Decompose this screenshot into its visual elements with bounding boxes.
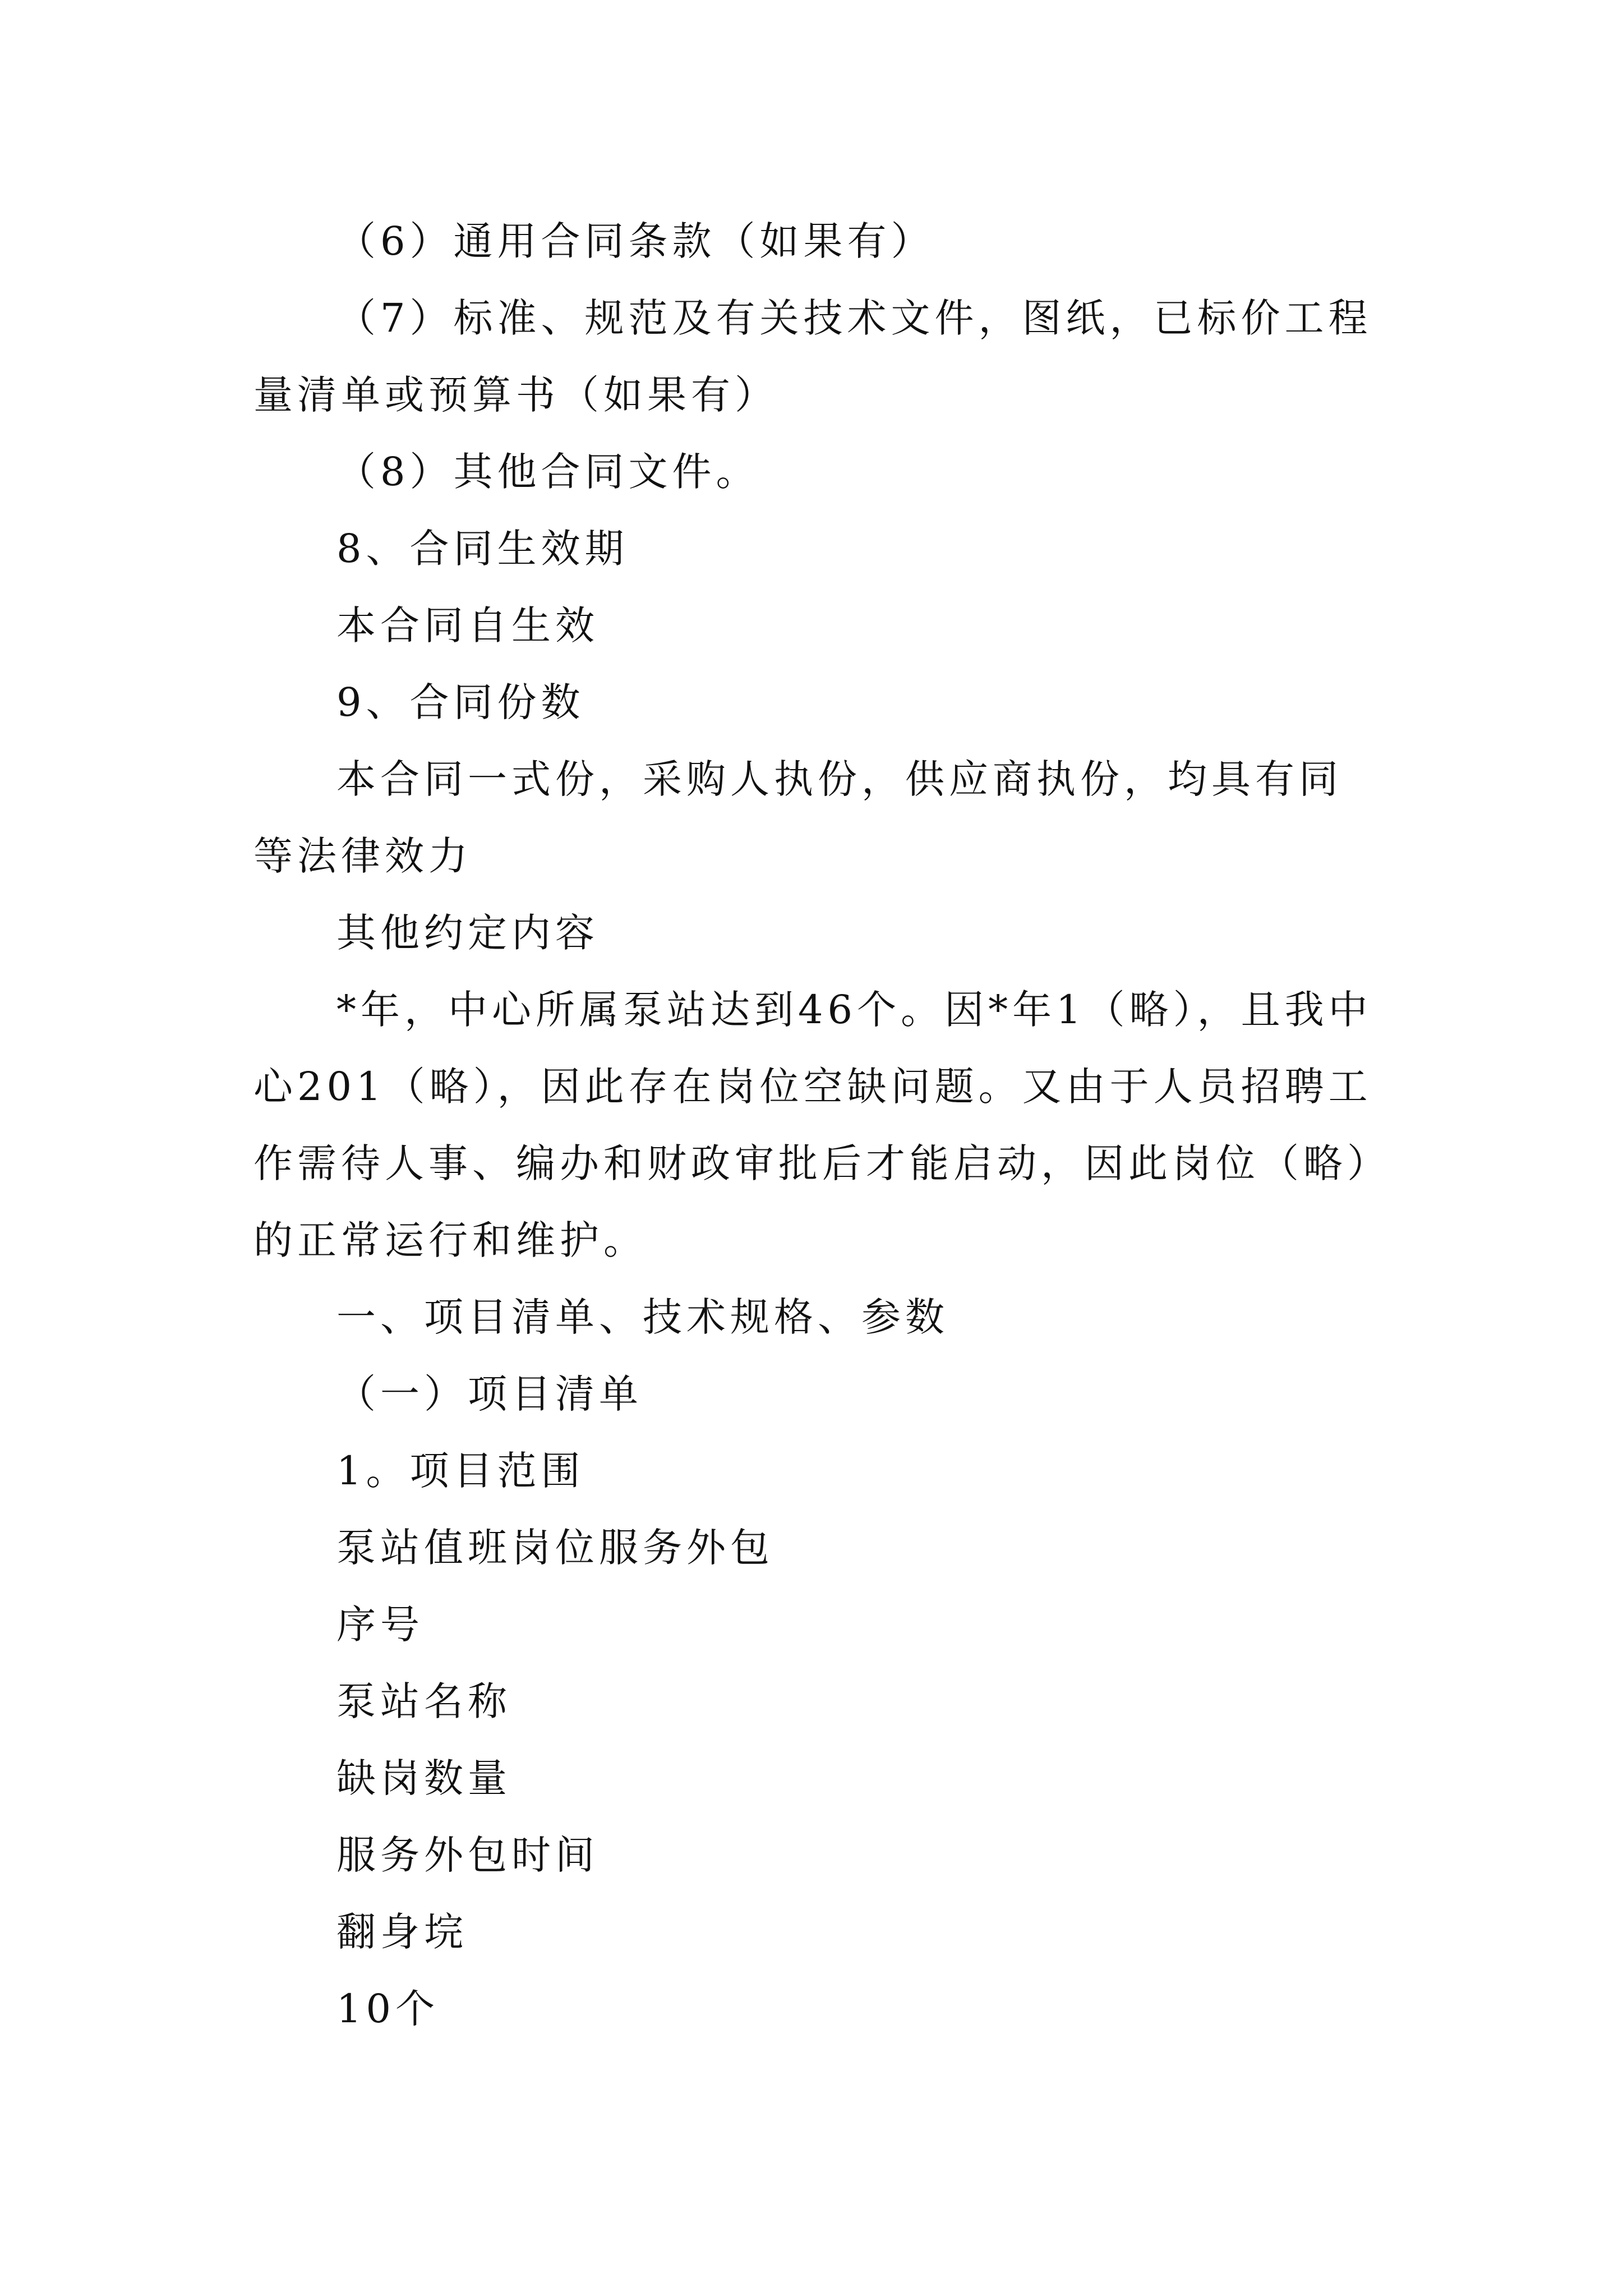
heading-project-list: （一）项目清单 — [336, 1371, 643, 1417]
table-header-station-name: 泵站名称 — [336, 1678, 511, 1724]
table-header-vacancy-count: 缺岗数量 — [336, 1755, 511, 1801]
heading-copies: 9、合同份数 — [336, 679, 585, 725]
paragraph-copies-detail: 本合同一式份，采购人执份，供应商执份，均具有同等法律效力 — [253, 756, 1343, 879]
paragraph-effective-from: 本合同自生效 — [336, 602, 599, 648]
table-cell-count: 10个 — [336, 1986, 440, 2032]
document-body — [253, 203, 1381, 2047]
table-header-service-time: 服务外包时间 — [336, 1832, 599, 1878]
paragraph-service-outsourcing: 泵站值班岗位服务外包 — [336, 1525, 774, 1571]
paragraph-standards-specs: （7）标准、规范及有关技术文件，图纸，已标价工程量清单或预算书（如果有） — [253, 295, 1372, 418]
table-header-index: 序号 — [336, 1602, 424, 1648]
table-cell-station: 翻身垸 — [336, 1909, 468, 1955]
heading-project-list-specs: 一、项目清单、技术规格、参数 — [336, 1294, 949, 1340]
heading-effective-period: 8、合同生效期 — [336, 526, 629, 572]
paragraph-other-documents: （8）其他合同文件。 — [336, 449, 760, 495]
heading-project-scope: 1。项目范围 — [336, 1448, 585, 1494]
paragraph-general-terms: （6）通用合同条款（如果有） — [336, 218, 935, 264]
heading-other-agreements: 其他约定内容 — [336, 910, 599, 956]
paragraph-background: *年，中心所属泵站达到46个。因*年1（略），且我中心201（略），因此存在岗位空缺问题。又由于人员招聘工作需待人事、编办和财政审批后才能启动，因此岗位（略）的正常运行和维护。 — [253, 987, 1372, 1263]
